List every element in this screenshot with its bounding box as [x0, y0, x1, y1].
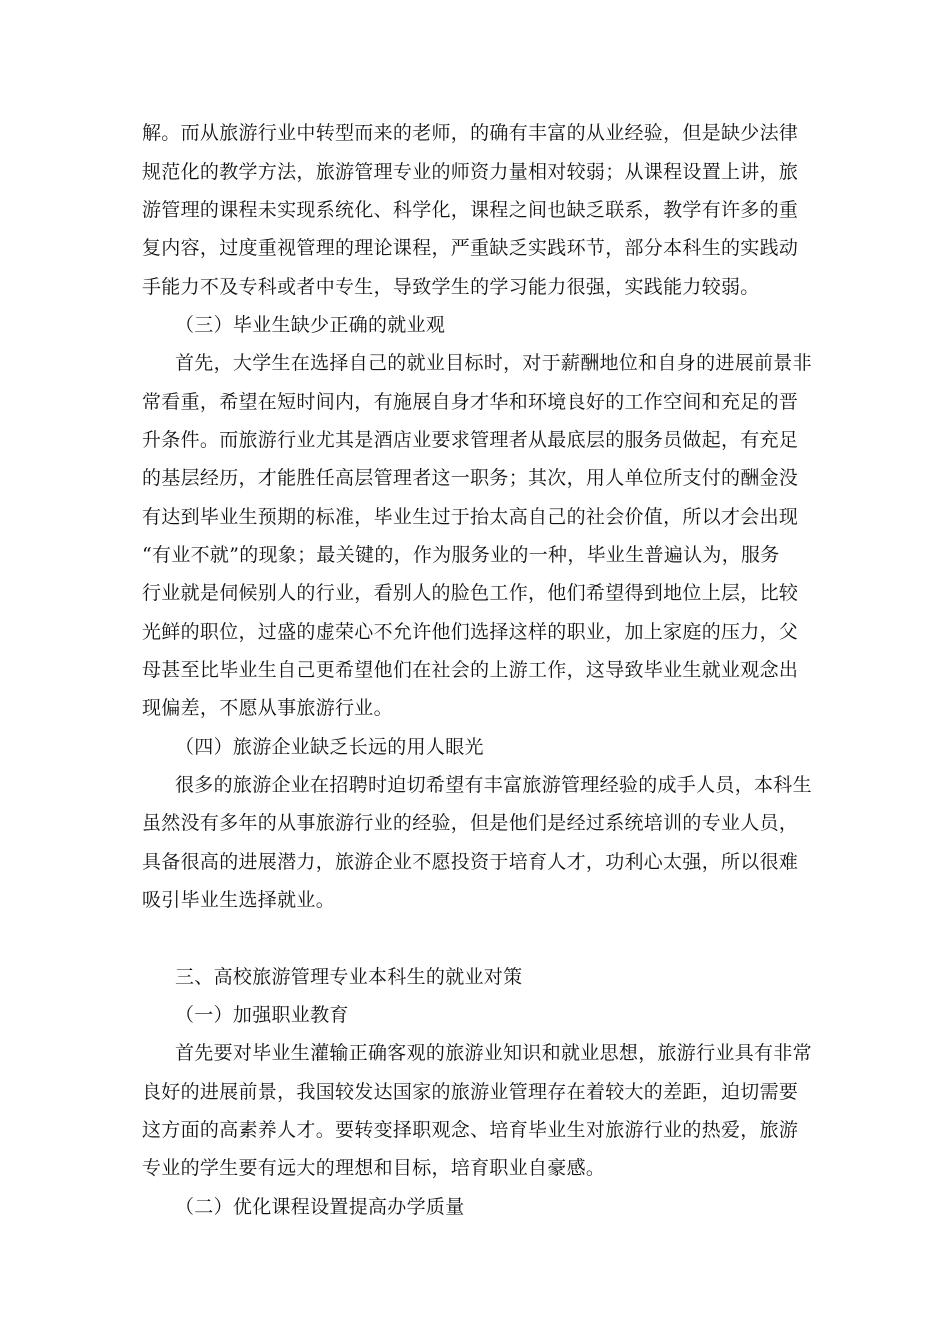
paragraph-line: 虽然没有多年的从事旅游行业的经验，但是他们是经过系统培训的专业人员，	[142, 812, 799, 834]
paragraph-line: 母甚至比毕业生自己更希望他们在社会的上游工作，这导致毕业生就业观念出	[142, 659, 799, 681]
section-heading: （一）加强职业教育	[175, 1004, 349, 1026]
paragraph-line: 游管理的课程未实现系统化、科学化，课程之间也缺乏联系，教学有许多的重	[142, 199, 799, 221]
paragraph-line: 光鲜的职位，过盛的虚荣心不允许他们选择这样的职业，加上家庭的压力，父	[142, 621, 799, 643]
paragraph-line: 复内容，过度重视管理的理论课程，严重缺乏实践环节，部分本科生的实践动	[142, 237, 799, 259]
chapter-heading: 三、高校旅游管理专业本科生的就业对策	[175, 966, 523, 988]
section-heading: （二）优化课程设置提高办学质量	[175, 1196, 465, 1218]
paragraph-line: 具备很高的进展潜力，旅游企业不愿投资于培育人才，功利心太强，所以很难	[142, 851, 799, 873]
paragraph-line: 吸引毕业生选择就业。	[142, 889, 336, 911]
paragraph-line: 的基层经历，才能胜任高层管理者这一职务；其次，用人单位所支付的酬金没	[142, 467, 799, 489]
paragraph-line: “有业不就”的现象；最关键的，作为服务业的一种，毕业生普遍认为，服务	[142, 544, 780, 566]
paragraph-line: 首先要对毕业生灌输正确客观的旅游业知识和就业思想，旅游行业具有非常	[175, 1042, 812, 1064]
paragraph-line: 手能力不及专科或者中专生，导致学生的学习能力很强，实践能力较弱。	[142, 276, 760, 298]
paragraph-line: 很多的旅游企业在招聘时迫切希望有丰富旅游管理经验的成手人员，本科生	[175, 774, 812, 796]
paragraph-line: 现偏差，不愿从事旅游行业。	[142, 697, 393, 719]
paragraph-line: 专业的学生要有远大的理想和目标，培育职业自豪感。	[142, 1157, 606, 1179]
paragraph-line: 行业就是伺候别人的行业，看别人的脸色工作，他们希望得到地位上层，比较	[142, 582, 799, 604]
paragraph-line: 首先，大学生在选择自己的就业目标时，对于薪酬地位和自身的进展前景非	[175, 352, 812, 374]
paragraph-line: 良好的进展前景，我国较发达国家的旅游业管理存在着较大的差距，迫切需要	[142, 1081, 799, 1103]
paragraph-line: 规范化的教学方法，旅游管理专业的师资力量相对较弱；从课程设置上讲，旅	[142, 161, 799, 183]
paragraph-line: 升条件。而旅游行业尤其是酒店业要求管理者从最底层的服务员做起，有充足	[142, 429, 799, 451]
paragraph-line: 常看重，希望在短时间内，有施展自身才华和环境良好的工作空间和充足的晋	[142, 391, 799, 413]
section-heading: （四）旅游企业缺乏长远的用人眼光	[175, 736, 484, 758]
paragraph-line: 这方面的高素养人才。要转变择职观念、培育毕业生对旅游行业的热爱，旅游	[142, 1119, 799, 1141]
paragraph-line: 有达到毕业生预期的标准，毕业生过于抬太高自己的社会价值，所以才会出现	[142, 506, 799, 528]
section-heading: （三）毕业生缺少正确的就业观	[175, 314, 446, 336]
paragraph-line: 解。而从旅游行业中转型而来的老师，的确有丰富的从业经验，但是缺少法律	[142, 122, 799, 144]
